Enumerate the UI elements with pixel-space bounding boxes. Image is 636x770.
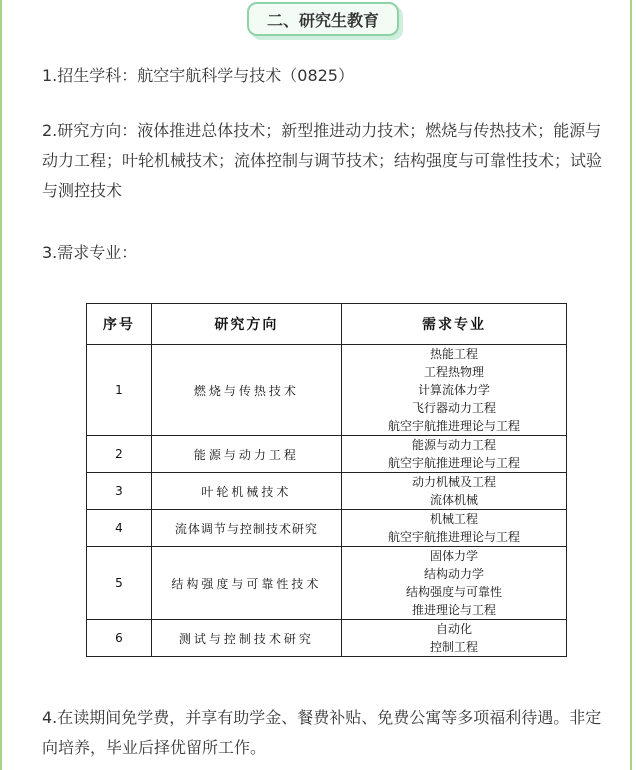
table-row (87, 547, 567, 620)
major-item: 结构动力学 (423, 567, 484, 581)
major-item: 动力机械及工程 (411, 475, 496, 489)
major-item: 航空宇航推进理论与工程 (387, 456, 520, 470)
row-number: 6 (87, 620, 152, 657)
major-item: 计算流体力学 (417, 383, 490, 397)
row-majors (341, 620, 566, 657)
row-direction: 测试与控制技术研究 (151, 620, 341, 657)
major-item: 流体机械 (429, 493, 478, 507)
row-number: 1 (87, 345, 152, 436)
row-majors (341, 345, 566, 436)
row-majors (341, 436, 566, 473)
major-item: 航空宇航推进理论与工程 (387, 530, 520, 544)
paragraph-research-directions: 2.研究方向：液体推进总体技术；新型推进动力技术；燃烧与传热技术；能源与动力工程；叶轮机械技术；流体控制与调节技术；结构强度与可靠性技术；试验与测控技术 (42, 121, 603, 200)
row-majors (341, 473, 566, 510)
row-majors (341, 510, 566, 547)
row-number: 2 (87, 436, 152, 473)
row-number: 3 (87, 473, 152, 510)
header-direction: 研究方向 (151, 304, 341, 345)
row-number: 4 (87, 510, 152, 547)
section-title: 二、研究生教育 (247, 2, 399, 36)
row-direction: 流体调节与控制技术研究 (151, 510, 341, 547)
row-direction: 能源与动力工程 (151, 436, 341, 473)
major-item: 固体力学 (429, 549, 478, 563)
row-direction: 叶轮机械技术 (151, 473, 341, 510)
majors-table (86, 303, 567, 657)
paragraph-discipline: 1.招生学科：航空宇航科学与技术（0825） (42, 66, 354, 85)
table-row (87, 510, 567, 547)
row-majors (341, 547, 566, 620)
table-row (87, 345, 567, 436)
header-majors: 需求专业 (341, 304, 566, 345)
row-number: 5 (87, 547, 152, 620)
major-item: 结构强度与可靠性 (405, 585, 502, 599)
section-header (247, 2, 407, 42)
paragraph-required-majors: 3.需求专业： (42, 243, 138, 262)
row-direction: 燃烧与传热技术 (151, 345, 341, 436)
major-item: 自动化 (435, 622, 472, 636)
major-item: 推进理论与工程 (411, 603, 496, 617)
major-item: 飞行器动力工程 (411, 401, 496, 415)
table-row (87, 473, 567, 510)
major-item: 控制工程 (429, 640, 478, 654)
major-item: 热能工程 (429, 347, 478, 361)
row-direction: 结构强度与可靠性技术 (151, 547, 341, 620)
major-item: 能源与动力工程 (411, 438, 496, 452)
table-row (87, 436, 567, 473)
major-item: 航空宇航推进理论与工程 (387, 419, 520, 433)
major-item: 机械工程 (429, 512, 478, 526)
header-number: 序号 (87, 304, 152, 345)
table-row (87, 620, 567, 657)
major-item: 工程热物理 (423, 365, 484, 379)
paragraph-benefits: 4.在读期间免学费，并享有助学金、餐费补贴、免费公寓等多项福利待遇。非定向培养，毕业后择优留所工作。 (42, 708, 602, 757)
table-header-row (87, 304, 567, 345)
